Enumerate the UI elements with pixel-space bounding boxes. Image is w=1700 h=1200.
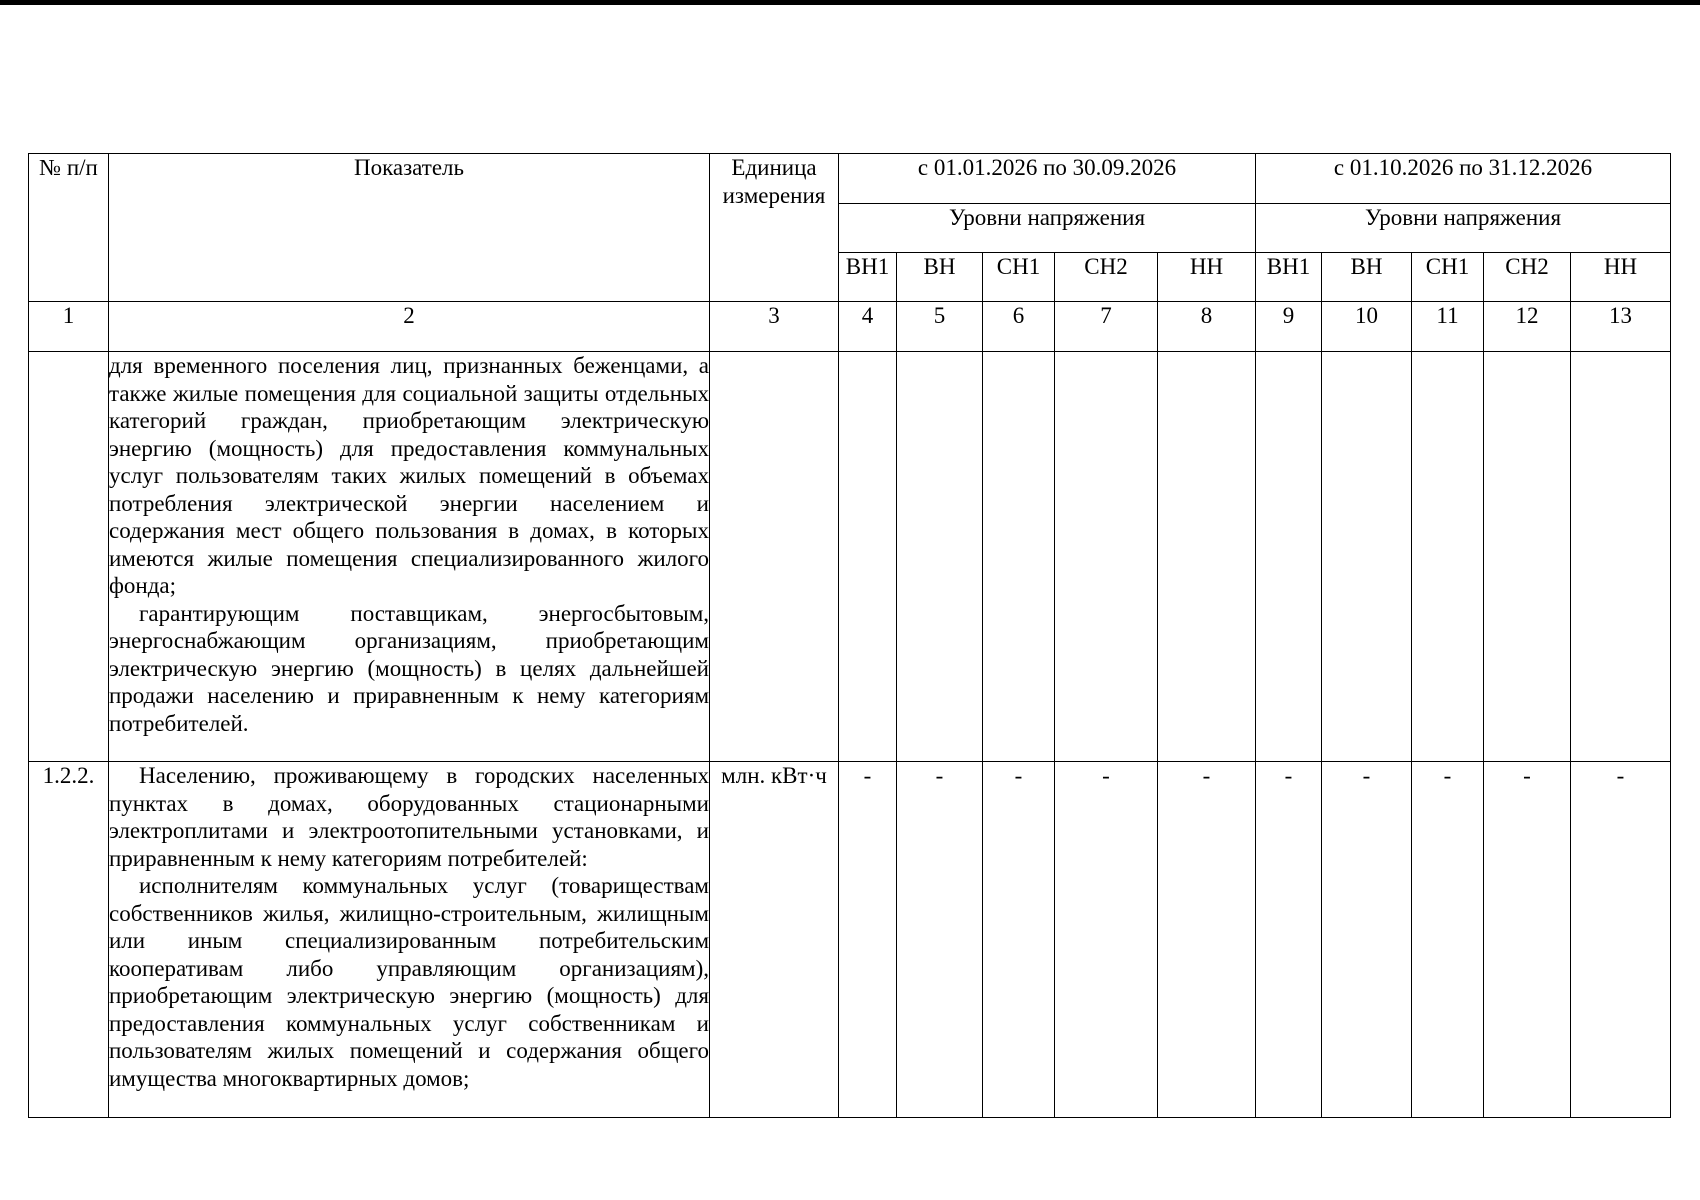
tariff-table (28, 153, 1671, 1118)
header-level-vn1: ВН1 (1256, 253, 1322, 302)
header-level-vn1: ВН1 (839, 253, 897, 302)
header-level-sn1: СН1 (983, 253, 1055, 302)
header-level-vn: ВН (897, 253, 983, 302)
value-cell (839, 352, 897, 762)
row-number (29, 352, 109, 762)
column-number: 6 (983, 302, 1055, 352)
header-level-sn2: СН2 (1055, 253, 1158, 302)
value-cell (1571, 352, 1671, 762)
header-level-vn: ВН (1322, 253, 1412, 302)
value-cell: - (1484, 762, 1571, 1118)
row-number: 1.2.2. (29, 762, 109, 1118)
header-voltage-levels-1: Уровни напряжения (839, 204, 1256, 253)
header-level-nn: НН (1571, 253, 1671, 302)
value-cell: - (1412, 762, 1484, 1118)
column-number: 8 (1158, 302, 1256, 352)
indicator-paragraph: для временного поселения лиц, признанных беженцами, а также жилые помещения для социальной защиты отдельных категорий граждан, приобретающим электрическую энергию (мощность) для предоставления коммунальных услуг пользователям таких жилых помещений в объемах потребления электрической энергии населением и содержания мест общего пользования в домах, в которых имеются жилые помещения специализированного жилого фонда; (109, 353, 709, 598)
value-cell: - (983, 762, 1055, 1118)
value-cell: - (1571, 762, 1671, 1118)
column-number: 3 (710, 302, 839, 352)
indicator-paragraph: Населению, проживающему в городских населенных пунктах в домах, оборудованных стационарными электроплитами и электроотопительными установками, и приравненным к нему категориям потребителей: (109, 763, 709, 871)
indicator-paragraph: исполнителям коммунальных услуг (товариществам собственников жилья, жилищно-строительным, жилищным или иным специализированным потребительским кооперативам либо управляющим организациям), приобретающим электрическую энергию (мощность) для предоставления коммунальных услуг собственникам и пользователям жилых помещений и содержания общего имущества многоквартирных домов; (109, 873, 709, 1091)
value-cell: - (1256, 762, 1322, 1118)
header-period-2: с 01.10.2026 по 31.12.2026 (1256, 154, 1671, 204)
column-number: 11 (1412, 302, 1484, 352)
value-cell (1412, 352, 1484, 762)
value-cell (897, 352, 983, 762)
column-number-row (29, 302, 1671, 352)
unit-cell: млн. кВт·ч (710, 762, 839, 1118)
indicator-paragraph: гарантирующим поставщикам, энергосбытовым, энергоснабжающим организациям, приобретающим электрическую энергию (мощность) в целях дальнейшей продажи населению и приравненным к нему категориям потребителей. (109, 600, 709, 736)
header-period-1: с 01.01.2026 по 30.09.2026 (839, 154, 1256, 204)
column-number: 10 (1322, 302, 1412, 352)
header-level-sn1: СН1 (1412, 253, 1484, 302)
column-number: 13 (1571, 302, 1671, 352)
column-number: 12 (1484, 302, 1571, 352)
header-level-sn2: СН2 (1484, 253, 1571, 302)
value-cell (1158, 352, 1256, 762)
value-cell: - (1158, 762, 1256, 1118)
column-number: 7 (1055, 302, 1158, 352)
header-row-1 (29, 154, 1671, 204)
column-number: 4 (839, 302, 897, 352)
table-row (29, 352, 1671, 762)
indicator-text (109, 352, 710, 762)
value-cell (1055, 352, 1158, 762)
document-page (28, 153, 1671, 1118)
header-col-no: № п/п (29, 154, 109, 302)
unit-cell (710, 352, 839, 762)
value-cell (1484, 352, 1571, 762)
column-number: 5 (897, 302, 983, 352)
header-col-indicator: Показатель (109, 154, 710, 302)
table-row (29, 762, 1671, 1118)
value-cell: - (1055, 762, 1158, 1118)
header-level-nn: НН (1158, 253, 1256, 302)
column-number: 2 (109, 302, 710, 352)
column-number: 1 (29, 302, 109, 352)
value-cell (983, 352, 1055, 762)
value-cell (1322, 352, 1412, 762)
value-cell: - (839, 762, 897, 1118)
top-border-rule (0, 0, 1700, 5)
value-cell: - (1322, 762, 1412, 1118)
column-number: 9 (1256, 302, 1322, 352)
header-voltage-levels-2: Уровни напряжения (1256, 204, 1671, 253)
header-col-unit: Единица измерения (710, 154, 839, 302)
indicator-text (109, 762, 710, 1118)
value-cell: - (897, 762, 983, 1118)
value-cell (1256, 352, 1322, 762)
